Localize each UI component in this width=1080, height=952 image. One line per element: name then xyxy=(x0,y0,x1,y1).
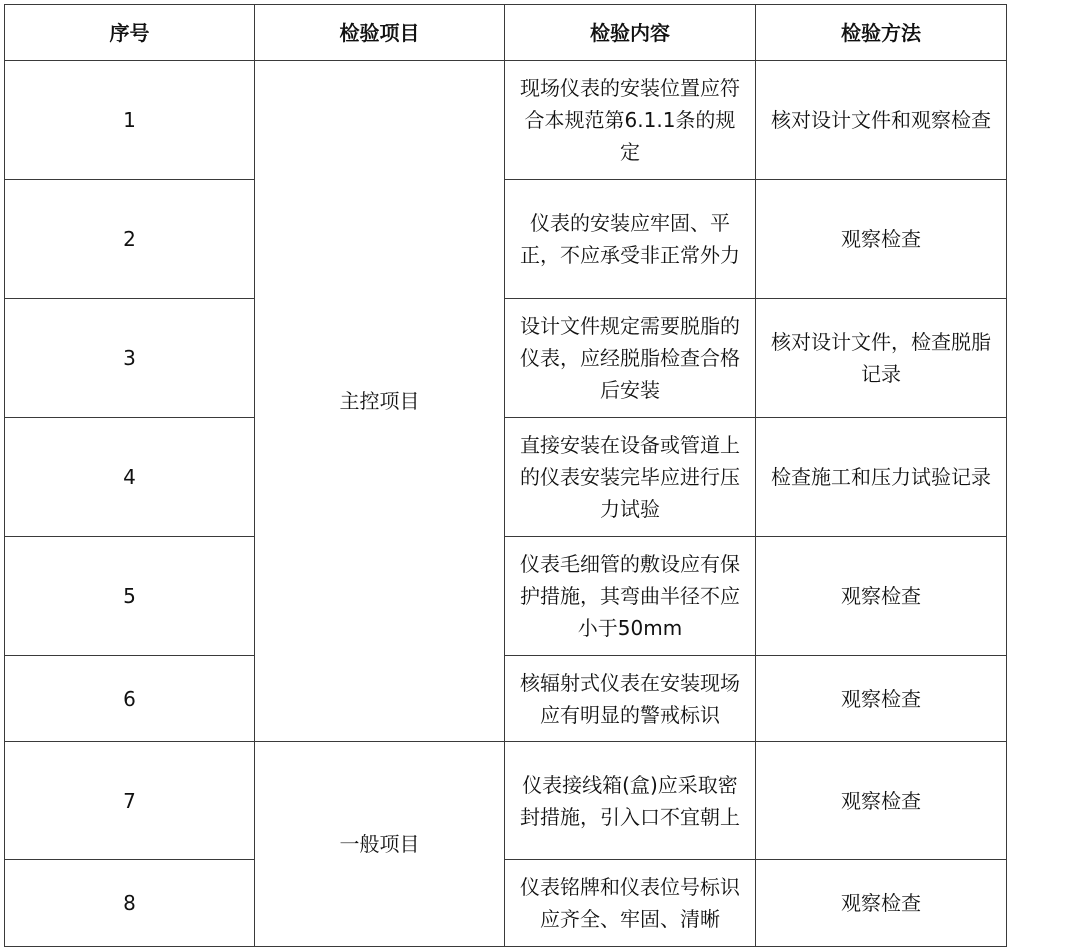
header-inspection-item: 检验项目 xyxy=(255,5,505,61)
inspection-table xyxy=(4,4,1007,947)
row-number: 5 xyxy=(5,537,255,656)
header-row xyxy=(5,5,1007,61)
table-row xyxy=(5,537,1007,656)
row-number: 6 xyxy=(5,656,255,742)
row-content: 现场仪表的安装位置应符合本规范第6.1.1条的规定 xyxy=(505,61,756,180)
row-content: 仪表毛细管的敷设应有保护措施，其弯曲半径不应小于50mm xyxy=(505,537,756,656)
row-content: 仪表铭牌和仪表位号标识应齐全、牢固、清晰 xyxy=(505,860,756,947)
row-content: 仪表的安装应牢固、平正，不应承受非正常外力 xyxy=(505,180,756,299)
table-row xyxy=(5,180,1007,299)
table-row xyxy=(5,860,1007,947)
row-method: 检查施工和压力试验记录 xyxy=(756,418,1007,537)
row-number: 8 xyxy=(5,860,255,947)
header-serial-no: 序号 xyxy=(5,5,255,61)
header-inspection-content: 检验内容 xyxy=(505,5,756,61)
row-method: 核对设计文件，检查脱脂记录 xyxy=(756,299,1007,418)
row-method: 观察检查 xyxy=(756,656,1007,742)
header-inspection-method: 检验方法 xyxy=(756,5,1007,61)
table-row xyxy=(5,61,1007,180)
row-number: 4 xyxy=(5,418,255,537)
row-method: 观察检查 xyxy=(756,180,1007,299)
row-number: 1 xyxy=(5,61,255,180)
row-method: 观察检查 xyxy=(756,537,1007,656)
row-content: 直接安装在设备或管道上的仪表安装完毕应进行压力试验 xyxy=(505,418,756,537)
row-method: 观察检查 xyxy=(756,742,1007,860)
row-number: 3 xyxy=(5,299,255,418)
table-row xyxy=(5,418,1007,537)
row-method: 核对设计文件和观察检查 xyxy=(756,61,1007,180)
row-content: 设计文件规定需要脱脂的仪表，应经脱脂检查合格后安装 xyxy=(505,299,756,418)
group-general: 一般项目 xyxy=(255,742,505,947)
row-method: 观察检查 xyxy=(756,860,1007,947)
row-content: 核辐射式仪表在安装现场应有明显的警戒标识 xyxy=(505,656,756,742)
row-number: 2 xyxy=(5,180,255,299)
table-row xyxy=(5,742,1007,860)
row-number: 7 xyxy=(5,742,255,860)
table-row xyxy=(5,656,1007,742)
group-main-control: 主控项目 xyxy=(255,61,505,742)
row-content: 仪表接线箱(盒)应采取密封措施，引入口不宜朝上 xyxy=(505,742,756,860)
table-row xyxy=(5,299,1007,418)
